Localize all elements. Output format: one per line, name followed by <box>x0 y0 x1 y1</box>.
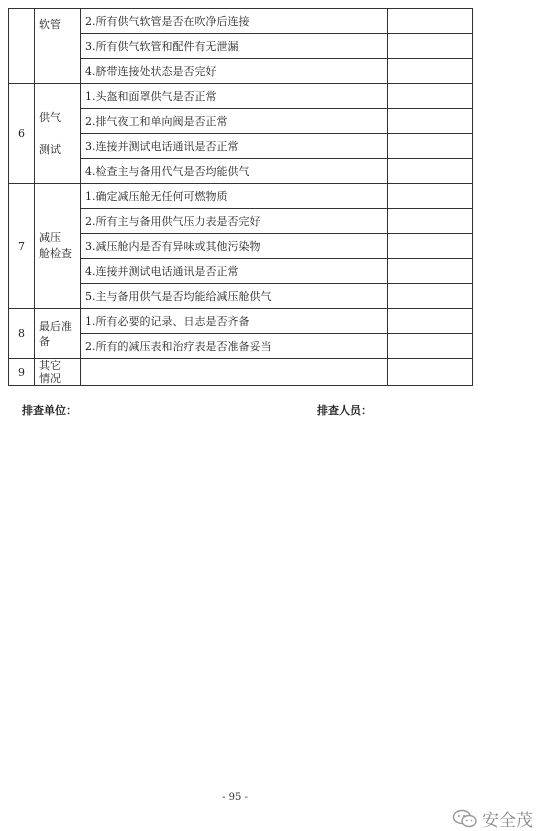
result-cell[interactable] <box>388 109 473 134</box>
section-number: 9 <box>9 359 35 386</box>
check-item: 3.所有供气软管和配件有无泄漏 <box>81 34 388 59</box>
section-category <box>35 359 81 386</box>
category-line: 测试 <box>39 142 61 156</box>
inspection-unit-label: 排查单位： <box>22 404 77 417</box>
section-category <box>35 84 81 184</box>
category-line: 供气 <box>39 110 61 124</box>
result-cell[interactable] <box>388 309 473 334</box>
section-number: 8 <box>9 309 35 359</box>
check-item: 4.脐带连接处状态是否完好 <box>81 59 388 84</box>
check-item <box>81 359 388 386</box>
section-number: 6 <box>9 84 35 184</box>
inspection-person-label: 排查人员： <box>317 404 372 417</box>
watermark <box>452 806 533 831</box>
check-item: 2.所有主与备用供气压力表是否完好 <box>81 209 388 234</box>
category-line: 舱检查 <box>39 247 72 260</box>
table-row <box>9 84 473 109</box>
check-item: 2.所有的减压表和治疗表是否准备妥当 <box>81 334 388 359</box>
check-item: 1.所有必要的记录、日志是否齐备 <box>81 309 388 334</box>
result-cell[interactable] <box>388 84 473 109</box>
check-item: 3.连接并测试电话通讯是否正常 <box>81 134 388 159</box>
section-category <box>35 9 81 84</box>
section-category <box>35 309 81 359</box>
result-cell[interactable] <box>388 34 473 59</box>
result-cell[interactable] <box>388 259 473 284</box>
result-cell[interactable] <box>388 59 473 84</box>
category-line: 备 <box>39 334 50 348</box>
result-cell[interactable] <box>388 209 473 234</box>
category-line: 减压 <box>39 231 61 244</box>
result-cell[interactable] <box>388 134 473 159</box>
check-item: 3.减压舱内是否有异味或其他污染物 <box>81 234 388 259</box>
result-cell[interactable] <box>388 234 473 259</box>
result-cell[interactable] <box>388 159 473 184</box>
check-item: 4.连接并测试电话通讯是否正常 <box>81 259 388 284</box>
section-number: 7 <box>9 184 35 309</box>
check-item: 1.确定减压舱无任何可燃物质 <box>81 184 388 209</box>
category-line: 其它 <box>39 359 61 372</box>
watermark-text: 安全茂 <box>482 811 533 831</box>
section-category <box>35 184 81 309</box>
check-item: 2.排气夜工和单向阀是否正常 <box>81 109 388 134</box>
result-cell[interactable] <box>388 334 473 359</box>
check-item: 5.主与备用供气是否均能给减压舱供气 <box>81 284 388 309</box>
wechat-icon <box>452 809 478 829</box>
table-row <box>9 9 473 34</box>
result-cell[interactable] <box>388 284 473 309</box>
category-line: 最后准 <box>39 319 72 333</box>
category-line: 情况 <box>39 372 61 385</box>
result-cell[interactable] <box>388 359 473 386</box>
table-row <box>9 184 473 209</box>
result-cell[interactable] <box>388 9 473 34</box>
checklist-body <box>9 9 473 386</box>
check-item: 4.检查主与备用代气是否均能供气 <box>81 159 388 184</box>
check-item: 1.头盔和面罩供气是否正常 <box>81 84 388 109</box>
check-item: 2.所有供气软管是否在吹净后连接 <box>81 9 388 34</box>
checklist-table <box>8 8 473 386</box>
table-row <box>9 359 473 386</box>
table-row <box>9 309 473 334</box>
result-cell[interactable] <box>388 184 473 209</box>
page-number: - 95 - <box>222 792 248 803</box>
category-line: 软管 <box>39 18 61 31</box>
section-number <box>9 9 35 84</box>
